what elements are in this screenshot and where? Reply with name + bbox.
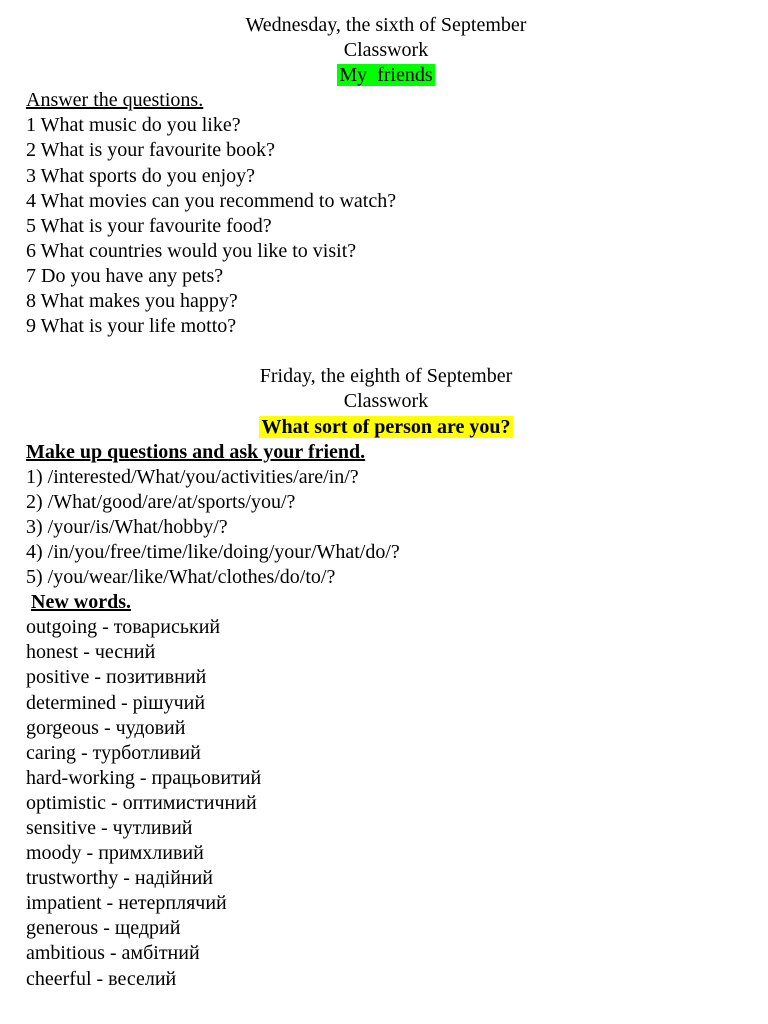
- section2-topic-text: What sort of person are you?: [261, 415, 511, 438]
- vocabulary-item: optimistic - оптимистичний: [26, 791, 257, 814]
- vocabulary-item: sensitive - чутливий: [26, 817, 193, 839]
- document-page: [26, 13, 746, 992]
- scrambled-question-item: 5) /you/wear/like/What/clothes/do/to/?: [26, 566, 336, 589]
- vocabulary-item: gorgeous - чудовий: [26, 716, 186, 739]
- question-item: 6 What countries would you like to visit?: [26, 239, 357, 262]
- section2-date: Friday, the eighth of September: [259, 365, 513, 388]
- section2-instruction-text: Make up questions and ask your friend.: [26, 440, 366, 463]
- vocabulary-item: outgoing - товариський: [26, 616, 221, 639]
- new-words-heading: [26, 590, 746, 615]
- section1-label: Classwork: [343, 39, 429, 62]
- scrambled-question-item: 4) /in/you/free/time/like/doing/your/What/do/?: [26, 540, 400, 563]
- question-item: 2 What is your favourite book?: [26, 139, 276, 162]
- section2-label: Classwork: [343, 390, 429, 413]
- vocabulary-item: ambitious - амбітний: [26, 942, 200, 965]
- new-words-heading-text: New words.: [31, 591, 131, 614]
- question-item: 3 What sports do you enjoy?: [26, 164, 256, 187]
- vocabulary-item: moody - примхливий: [26, 842, 204, 865]
- section1-date: Wednesday, the sixth of September: [245, 14, 527, 36]
- vocabulary-item: cheerful - веселий: [26, 967, 177, 990]
- vocabulary-item: impatient - нетерплячий: [26, 892, 227, 915]
- section1-topic-text: My friends: [339, 64, 433, 87]
- section1-instruction-text: Answer the questions.: [26, 89, 204, 112]
- vocabulary-item: generous - щедрий: [26, 917, 181, 940]
- question-item: 5 What is your favourite food?: [26, 214, 272, 237]
- section-spacer: [26, 339, 746, 364]
- section1-topic: [26, 63, 746, 88]
- section1-instruction: [26, 88, 746, 113]
- question-item: 1 What music do you like?: [26, 114, 241, 137]
- question-item: 7 Do you have any pets?: [26, 264, 224, 287]
- section2-topic: [26, 415, 746, 440]
- vocabulary-item: trustworthy - надійний: [26, 867, 214, 890]
- vocabulary-item: honest - чесний: [26, 641, 156, 664]
- scrambled-question-item: 1) /interested/What/you/activities/are/in/?: [26, 465, 359, 488]
- vocabulary-item: determined - рішучий: [26, 691, 206, 714]
- scrambled-question-item: 3) /your/is/What/hobby/?: [26, 515, 228, 538]
- scrambled-question-item: 2) /What/good/are/at/sports/you/?: [26, 490, 296, 513]
- question-item: 9 What is your life motto?: [26, 315, 237, 338]
- vocabulary-item: hard-working - працьовитий: [26, 766, 262, 789]
- question-item: 4 What movies can you recommend to watch?: [26, 189, 397, 212]
- section2-instruction: [26, 440, 746, 465]
- question-item: 8 What makes you happy?: [26, 290, 238, 313]
- vocabulary-item: positive - позитивний: [26, 666, 207, 689]
- vocabulary-item: caring - турботливий: [26, 741, 201, 764]
